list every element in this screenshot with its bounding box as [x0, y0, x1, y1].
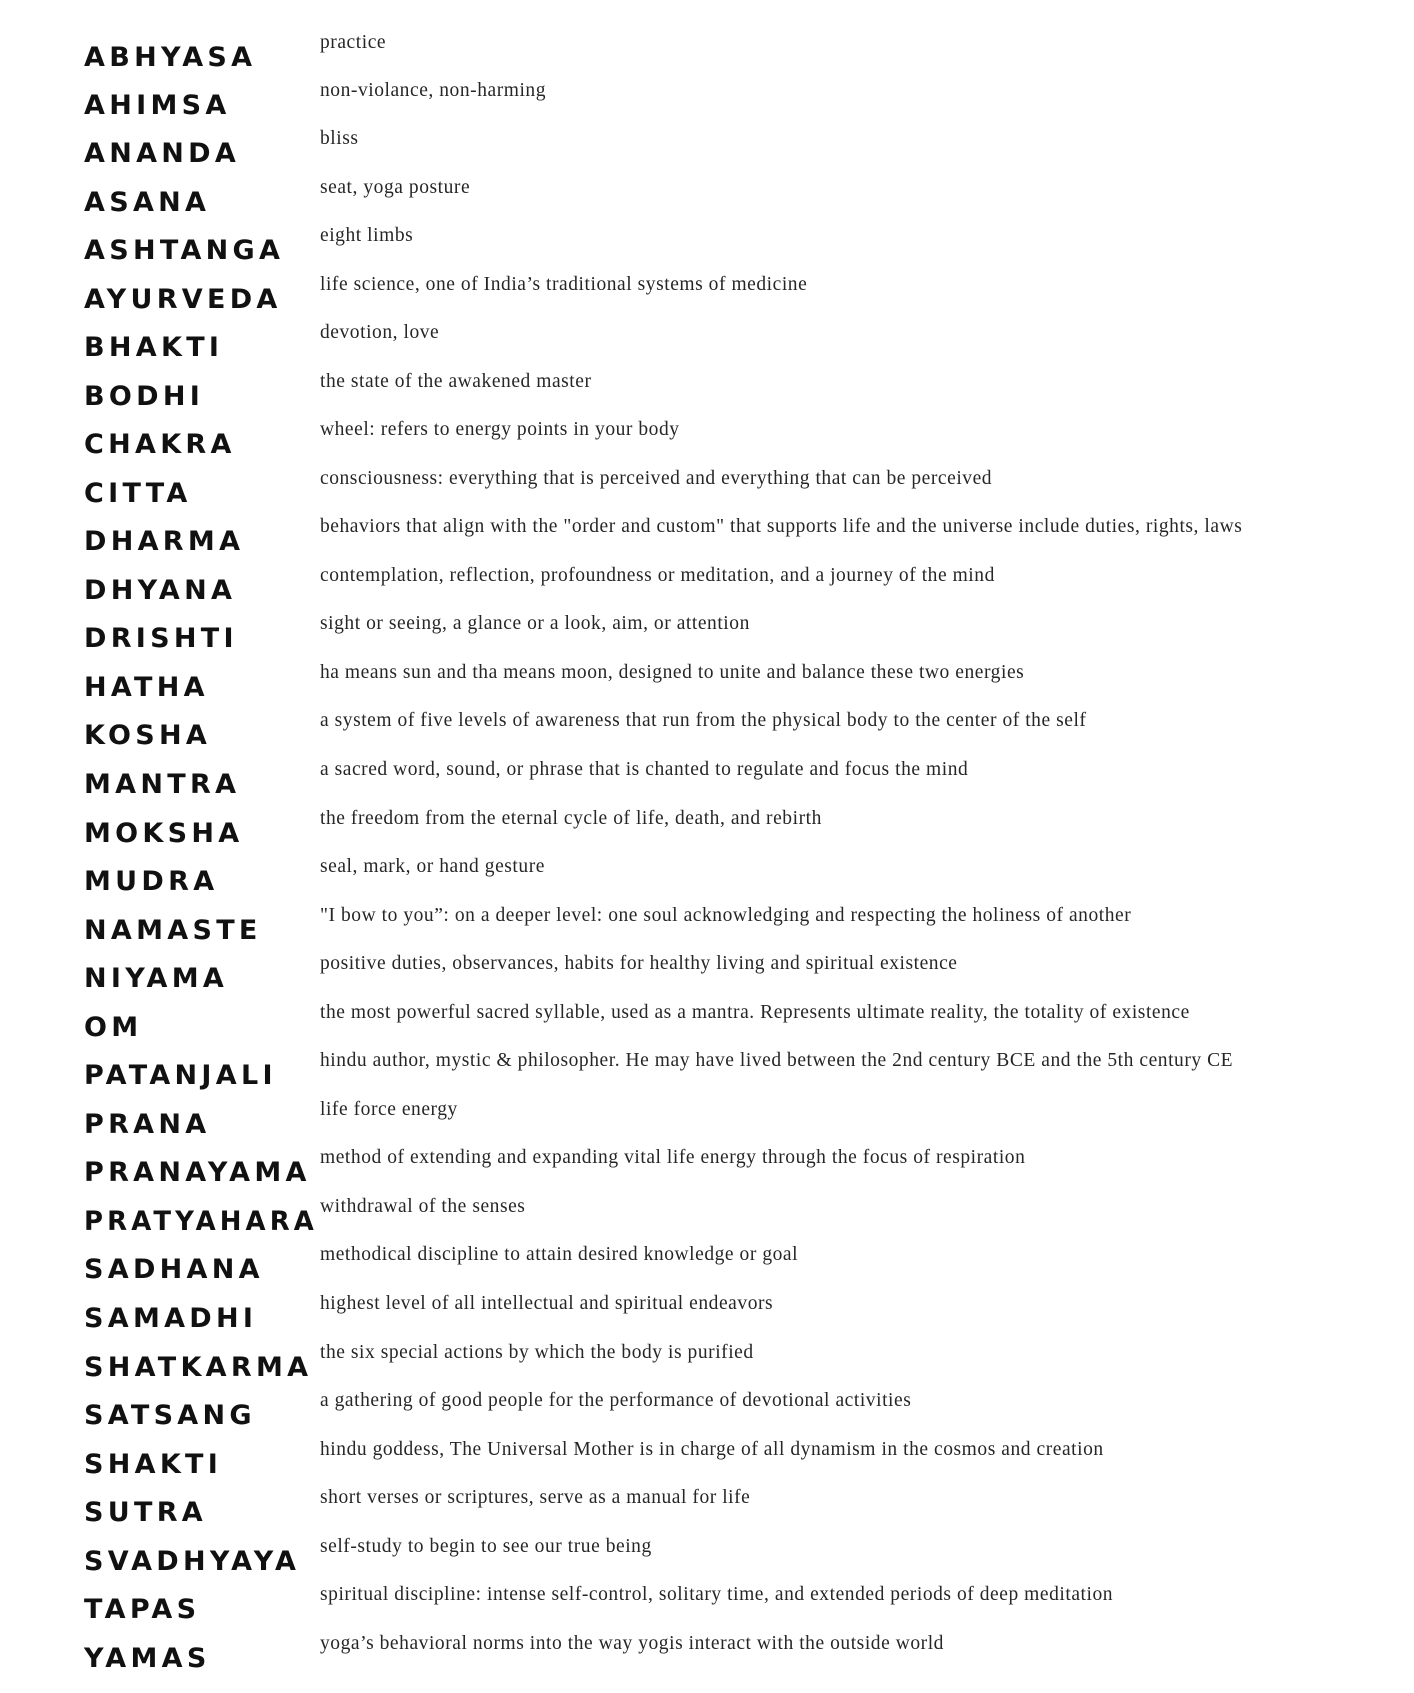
entry-definition: contemplation, reflection, profoundness or meditation, and a journey of the mind [320, 565, 995, 586]
entry-term: TAPAS [84, 1594, 201, 1625]
entry-term: SAMADHI [84, 1303, 258, 1334]
entry-definition: a gathering of good people for the performance of devotional activities [320, 1390, 912, 1411]
entry-term: OM [84, 1012, 143, 1043]
glossary-entry [0, 1100, 1414, 1140]
glossary-entry [0, 1197, 1414, 1237]
entry-definition: a sacred word, sound, or phrase that is chanted to regulate and focus the mind [320, 759, 969, 780]
entry-term: PATANJALI [84, 1060, 277, 1091]
entry-term: SVADHYAYA [84, 1546, 301, 1577]
entry-definition: devotion, love [320, 322, 440, 343]
entry-definition: behaviors that align with the "order and custom" that supports life and the universe include duties, rights, laws [320, 516, 1243, 537]
entry-term: SATSANG [84, 1400, 256, 1431]
glossary-entry [0, 954, 1414, 994]
entry-term: MUDRA [84, 866, 219, 897]
entry-definition: spiritual discipline: intense self-control, solitary time, and extended periods of deep meditation [320, 1584, 1114, 1605]
entry-definition: a system of five levels of awareness that run from the physical body to the center of the self [320, 710, 1087, 731]
entry-definition: yoga’s behavioral norms into the way yogis interact with the outside world [320, 1633, 944, 1654]
entry-term: CITTA [84, 478, 192, 509]
glossary-entry [0, 1440, 1414, 1480]
glossary-entry [0, 33, 1414, 73]
glossary-entry [0, 129, 1414, 169]
entry-definition: the state of the awakened master [320, 371, 592, 392]
glossary-entry [0, 1003, 1414, 1043]
entry-definition: eight limbs [320, 225, 414, 246]
entry-term: BODHI [84, 381, 205, 412]
entry-term: DRISHTI [84, 623, 238, 654]
entry-definition: the most powerful sacred syllable, used as a mantra. Represents ultimate reality, the totality of existence [320, 1002, 1190, 1023]
entry-definition: method of extending and expanding vital life energy through the focus of respiration [320, 1147, 1026, 1168]
glossary-entry [0, 275, 1414, 315]
glossary-entry [0, 81, 1414, 121]
entry-definition: seat, yoga posture [320, 177, 471, 198]
glossary-entry [0, 906, 1414, 946]
entry-term: HATHA [84, 672, 209, 703]
entry-definition: consciousness: everything that is perceived and everything that can be perceived [320, 468, 993, 489]
glossary-entry [0, 1294, 1414, 1334]
entry-definition: hindu author, mystic & philosopher. He may have lived between the 2nd century BCE and the 5th century CE [320, 1050, 1234, 1071]
entry-term: SHAKTI [84, 1449, 223, 1480]
entry-definition: withdrawal of the senses [320, 1196, 526, 1217]
entry-term: ASHTANGA [84, 235, 285, 266]
entry-definition: the freedom from the eternal cycle of life, death, and rebirth [320, 808, 822, 829]
entry-definition: hindu goddess, The Universal Mother is in charge of all dynamism in the cosmos and creation [320, 1439, 1104, 1460]
glossary-entry [0, 1488, 1414, 1528]
entry-definition: ha means sun and tha means moon, designed to unite and balance these two energies [320, 662, 1025, 683]
entry-term: AYURVEDA [84, 284, 282, 315]
entry-term: MOKSHA [84, 818, 244, 849]
glossary-entry [0, 1391, 1414, 1431]
entry-term: PRANA [84, 1109, 211, 1140]
glossary-entry [0, 323, 1414, 363]
entry-definition: sight or seeing, a glance or a look, aim, or attention [320, 613, 750, 634]
entry-term: MANTRA [84, 769, 241, 800]
entry-term: ANANDA [84, 138, 241, 169]
glossary-entry [0, 1585, 1414, 1625]
glossary-entry [0, 711, 1414, 751]
entry-term: SADHANA [84, 1254, 264, 1285]
entry-term: CHAKRA [84, 429, 236, 460]
entry-term: DHARMA [84, 526, 245, 557]
entry-definition: the six special actions by which the body is purified [320, 1342, 754, 1363]
entry-term: ASANA [84, 187, 211, 218]
entry-term: ABHYASA [84, 42, 257, 73]
glossary-entry [0, 614, 1414, 654]
entry-term: DHYANA [84, 575, 237, 606]
entry-definition: bliss [320, 128, 359, 149]
entry-term: NAMASTE [84, 915, 262, 946]
entry-term: SUTRA [84, 1497, 207, 1528]
glossary-entry [0, 663, 1414, 703]
entry-term: NIYAMA [84, 963, 229, 994]
entry-definition: wheel: refers to energy points in your body [320, 419, 680, 440]
glossary-entry [0, 809, 1414, 849]
entry-term: AHIMSA [84, 90, 231, 121]
glossary-entry [0, 1148, 1414, 1188]
glossary-entry [0, 517, 1414, 557]
entry-term: BHAKTI [84, 332, 224, 363]
entry-definition: life force energy [320, 1099, 458, 1120]
glossary-entry [0, 566, 1414, 606]
entry-definition: practice [320, 32, 387, 53]
entry-definition: life science, one of India’s traditional systems of medicine [320, 274, 808, 295]
entry-definition: short verses or scriptures, serve as a manual for life [320, 1487, 751, 1508]
glossary-entry [0, 178, 1414, 218]
entry-definition: positive duties, observances, habits for healthy living and spiritual existence [320, 953, 958, 974]
entry-definition: seal, mark, or hand gesture [320, 856, 545, 877]
glossary-entry [0, 1343, 1414, 1383]
glossary-entry [0, 1537, 1414, 1577]
glossary-entry [0, 372, 1414, 412]
glossary-entry [0, 469, 1414, 509]
entry-term: PRATYAHARA [84, 1206, 318, 1237]
glossary-entry [0, 760, 1414, 800]
entry-definition: "I bow to you”: on a deeper level: one soul acknowledging and respecting the holiness of another [320, 905, 1132, 926]
entry-term: SHATKARMA [84, 1352, 313, 1383]
glossary-entry [0, 420, 1414, 460]
entry-term: KOSHA [84, 720, 212, 751]
entry-term: YAMAS [84, 1643, 211, 1674]
glossary-entry [0, 1634, 1414, 1674]
glossary-entry [0, 226, 1414, 266]
entry-definition: methodical discipline to attain desired knowledge or goal [320, 1244, 799, 1265]
entry-definition: highest level of all intellectual and spiritual endeavors [320, 1293, 774, 1314]
entry-term: PRANAYAMA [84, 1157, 311, 1188]
entry-definition: non-violance, non-harming [320, 80, 547, 101]
glossary-entry [0, 1051, 1414, 1091]
entry-definition: self-study to begin to see our true being [320, 1536, 652, 1557]
glossary-entry [0, 857, 1414, 897]
glossary-entry [0, 1245, 1414, 1285]
